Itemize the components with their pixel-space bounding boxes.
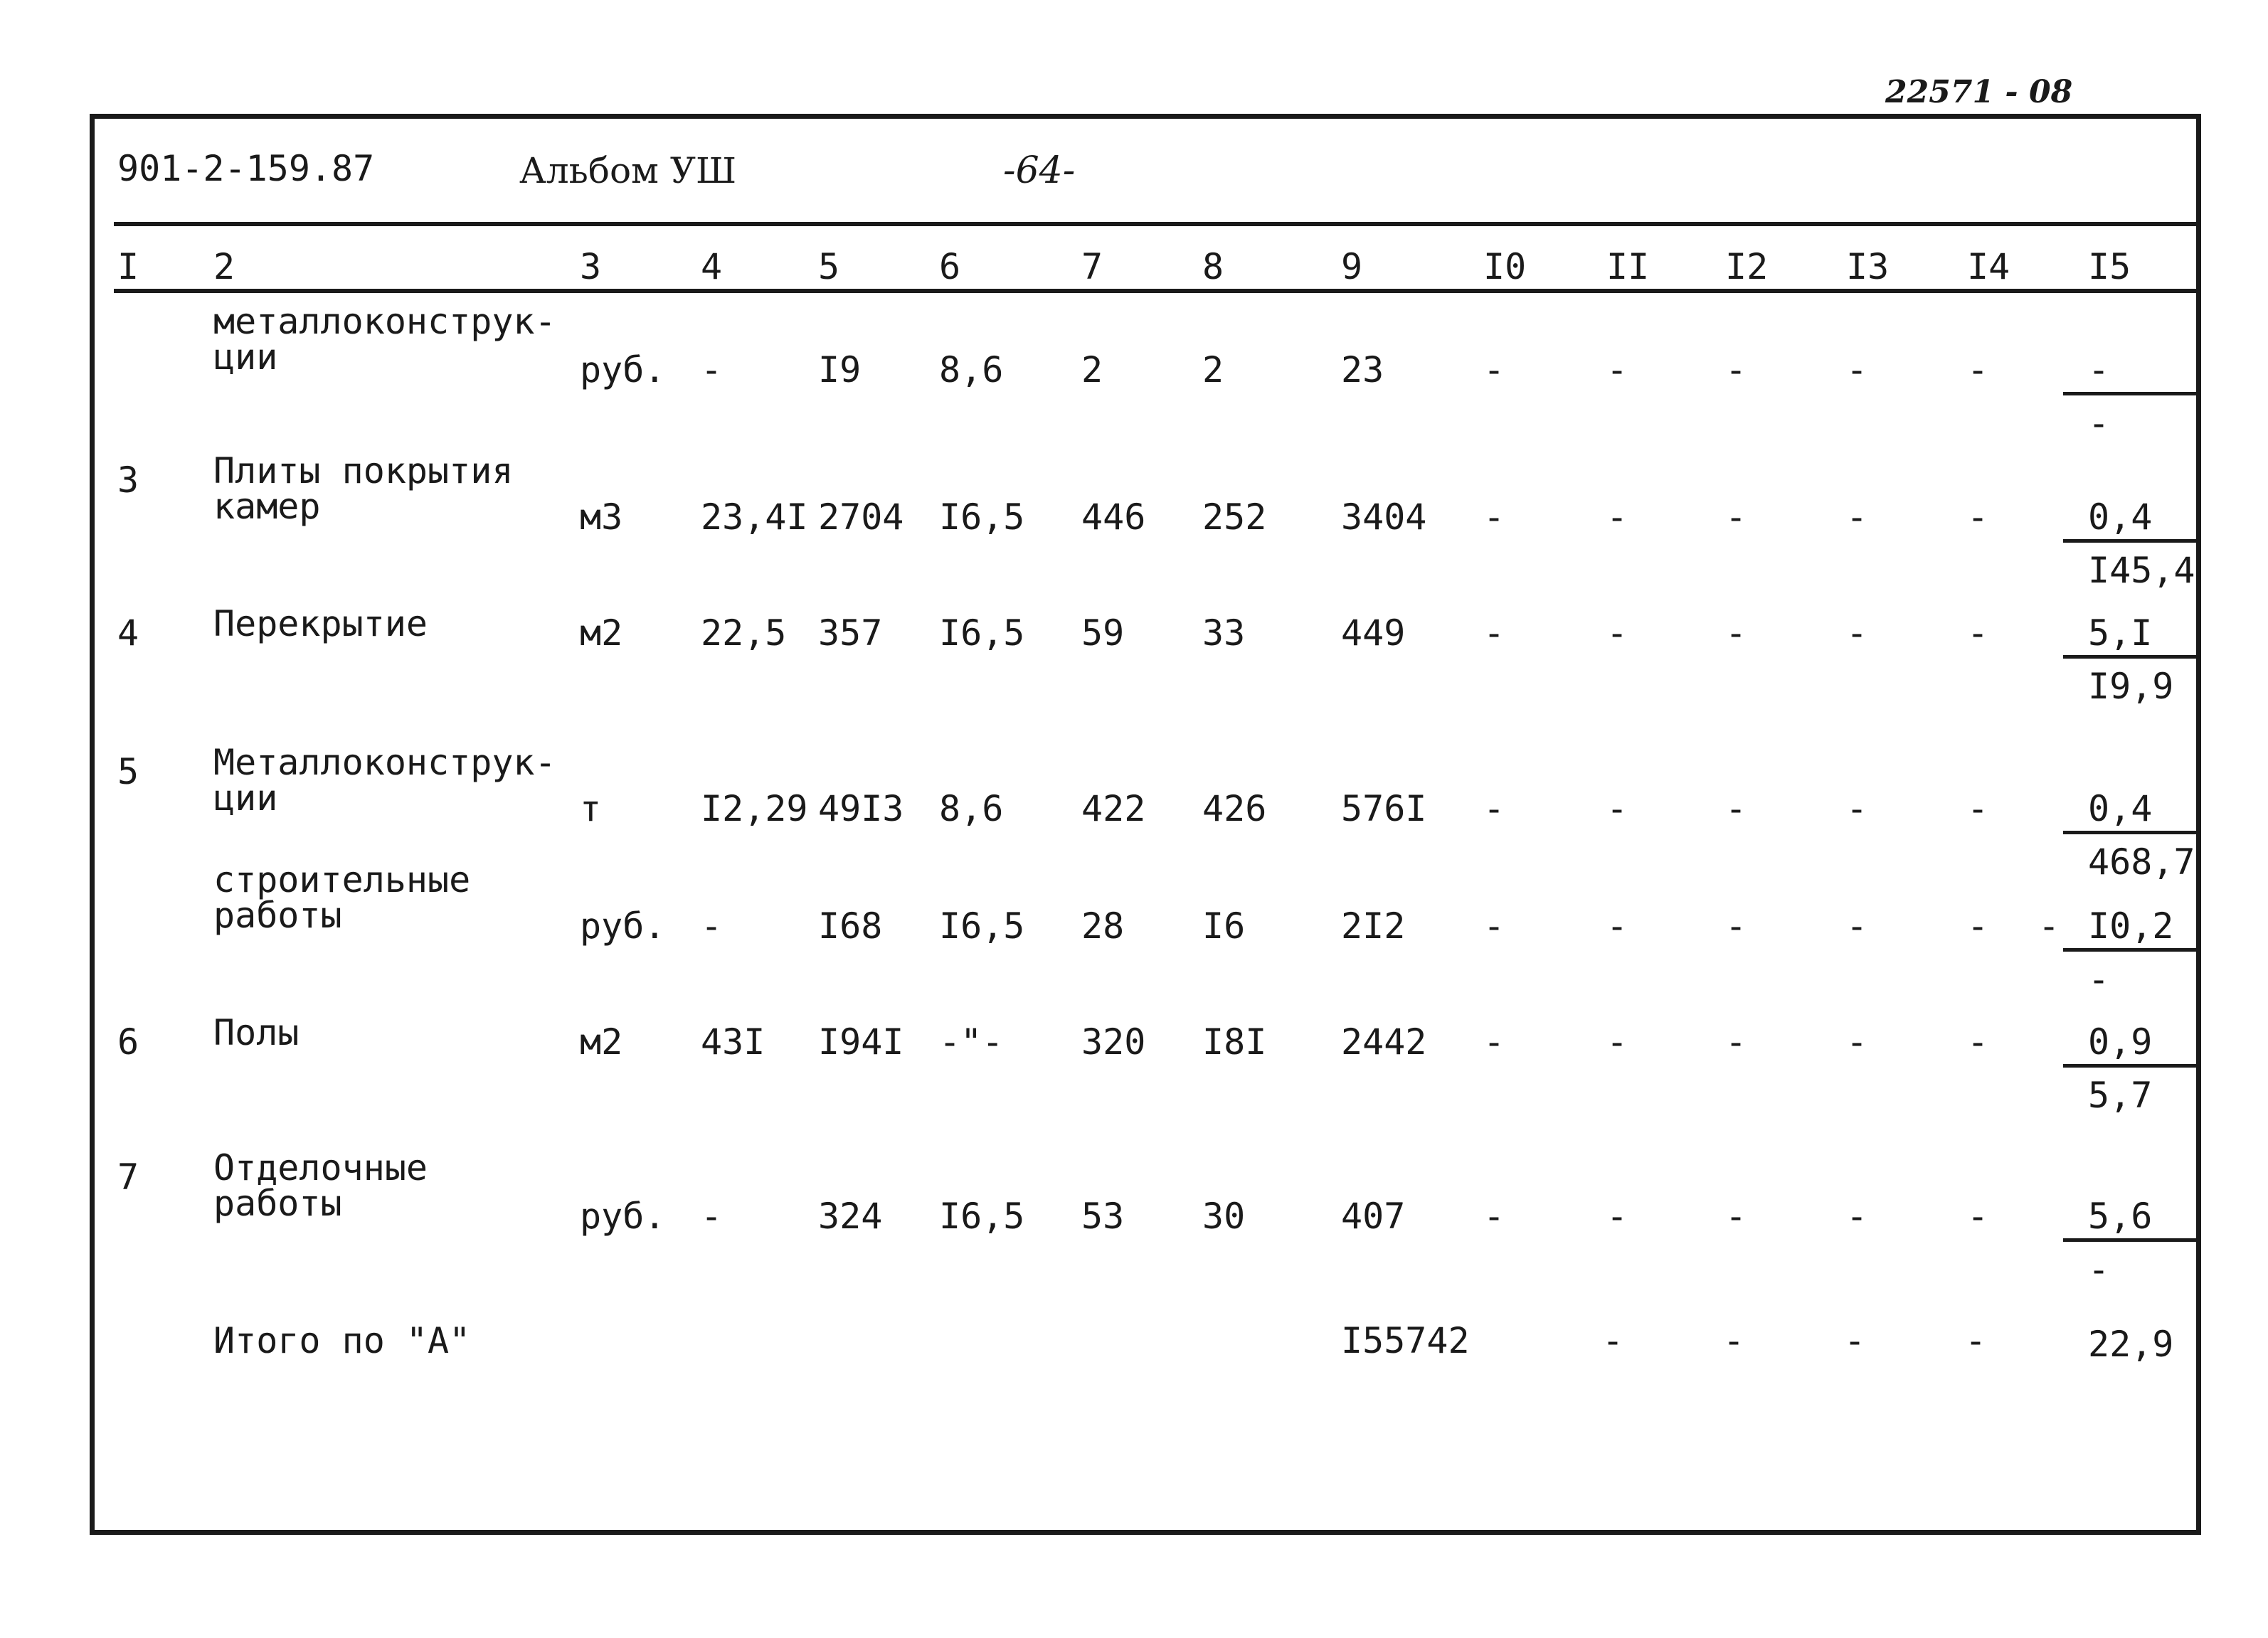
total-label: Итого по "А"	[213, 1320, 471, 1361]
row-col-10: -	[1483, 496, 1505, 538]
row-col-4: -	[701, 905, 723, 947]
row-col-10: -	[1483, 612, 1505, 654]
column-number-2: 2	[213, 246, 235, 287]
row-col-5: 324	[818, 1196, 883, 1237]
row-col-15-bottom: 5,7	[2088, 1075, 2153, 1116]
column-number-15: I5	[2088, 246, 2131, 287]
row-col-7: 59	[1081, 612, 1125, 654]
row-col-8: 2	[1202, 349, 1224, 390]
row-col-6: I6,5	[939, 612, 1025, 654]
row-col-6: I6,5	[939, 1196, 1025, 1237]
row-col-14: -	[1967, 612, 1989, 654]
row-col-5: 49I3	[818, 788, 904, 829]
row-col-15-prefix: -	[2038, 905, 2060, 947]
row-col-7: 446	[1081, 496, 1146, 538]
row-col-11: -	[1606, 1021, 1628, 1063]
row-col-14: -	[1967, 1021, 1989, 1063]
row-col-15-top: 0,9	[2088, 1021, 2153, 1063]
row-name-line1: Перекрытие	[213, 603, 428, 644]
row-col-15-top: -	[2088, 349, 2110, 390]
row-col-14: -	[1967, 788, 1989, 829]
column-number-1: I	[117, 246, 139, 287]
row-col-15-top: 5,I	[2088, 612, 2153, 654]
header-page-number: -64-	[1003, 149, 1076, 192]
row-col-15-bottom: -	[2088, 1249, 2110, 1290]
row-col-11: -	[1606, 1196, 1628, 1237]
row-col-4: 23,4I	[701, 496, 808, 538]
row-col-12: -	[1725, 496, 1747, 538]
fraction-bar	[2063, 948, 2198, 952]
row-unit: руб.	[580, 1196, 666, 1237]
row-col-11: -	[1606, 612, 1628, 654]
row-name-line1: строительные	[213, 859, 471, 900]
row-number: 6	[117, 1021, 139, 1063]
total-col-9: I55742	[1341, 1320, 1470, 1361]
column-number-7: 7	[1081, 246, 1103, 287]
column-number-14: I4	[1967, 246, 2010, 287]
row-col-5: I68	[818, 905, 883, 947]
row-col-15-top: 5,6	[2088, 1196, 2153, 1237]
row-col-11: -	[1606, 905, 1628, 947]
column-number-5: 5	[818, 246, 840, 287]
row-col-9: 3404	[1341, 496, 1427, 538]
row-col-10: -	[1483, 905, 1505, 947]
total-col-15: 22,9	[2088, 1324, 2174, 1365]
row-col-9: 2I2	[1341, 905, 1406, 947]
row-col-9: 449	[1341, 612, 1406, 654]
row-col-12: -	[1725, 905, 1747, 947]
row-col-11: -	[1606, 349, 1628, 390]
row-col-13: -	[1846, 349, 1868, 390]
row-col-15-bottom: -	[2088, 959, 2110, 1000]
row-col-15-top: I0,2	[2088, 905, 2174, 947]
row-col-12: -	[1725, 1196, 1747, 1237]
row-unit: руб.	[580, 905, 666, 947]
row-unit: м2	[580, 612, 623, 654]
fraction-bar	[2063, 1238, 2198, 1242]
row-col-14: -	[1967, 905, 1989, 947]
row-col-4: -	[701, 349, 723, 390]
row-col-15-bottom: I45,4	[2088, 550, 2195, 591]
fraction-bar	[2063, 539, 2198, 543]
row-col-15-bottom: 468,7	[2088, 841, 2195, 883]
fraction-bar	[2063, 831, 2198, 834]
row-col-9: 2442	[1341, 1021, 1427, 1063]
fraction-bar	[2063, 392, 2198, 395]
row-col-9: 23	[1341, 349, 1384, 390]
row-name-line1: Отделочные	[213, 1147, 428, 1188]
column-number-12: I2	[1725, 246, 1769, 287]
row-col-7: 2	[1081, 349, 1103, 390]
row-col-15-bottom: -	[2088, 403, 2110, 444]
column-number-8: 8	[1202, 246, 1224, 287]
row-number: 4	[117, 612, 139, 654]
column-number-13: I3	[1846, 246, 1890, 287]
row-col-10: -	[1483, 788, 1505, 829]
row-col-13: -	[1846, 496, 1868, 538]
row-col-4: I2,29	[701, 788, 808, 829]
column-number-10: I0	[1483, 246, 1527, 287]
column-number-3: 3	[580, 246, 602, 287]
row-col-6: 8,6	[939, 788, 1004, 829]
row-name-line2: камер	[213, 486, 321, 527]
row-col-7: 320	[1081, 1021, 1146, 1063]
row-col-15-top: 0,4	[2088, 496, 2153, 538]
row-unit: т	[580, 788, 602, 829]
row-name-line1: Плиты покрытия	[213, 450, 514, 491]
row-col-8: 426	[1202, 788, 1267, 829]
row-col-13: -	[1846, 1196, 1868, 1237]
row-col-14: -	[1967, 1196, 1989, 1237]
fraction-bar	[2063, 1064, 2198, 1068]
column-number-9: 9	[1341, 246, 1363, 287]
row-unit: руб.	[580, 349, 666, 390]
column-number-4: 4	[701, 246, 723, 287]
row-col-4: 22,5	[701, 612, 787, 654]
header-album: Альбом УШ	[519, 150, 737, 191]
column-number-6: 6	[939, 246, 961, 287]
document-number: 22571 - 08	[1885, 74, 2073, 110]
row-col-14: -	[1967, 496, 1989, 538]
row-col-11: -	[1606, 788, 1628, 829]
row-name-line1: Полы	[213, 1012, 300, 1053]
row-name-line2: ции	[213, 777, 278, 819]
row-number: 5	[117, 751, 139, 792]
fraction-bar	[2063, 655, 2198, 659]
row-col-8: I6	[1202, 905, 1246, 947]
row-unit: м2	[580, 1021, 623, 1063]
row-col-10: -	[1483, 1021, 1505, 1063]
row-col-5: 2704	[818, 496, 904, 538]
total-col-13: -	[1844, 1320, 1866, 1361]
row-col-15-top: 0,4	[2088, 788, 2153, 829]
row-name-line2: работы	[213, 1183, 342, 1224]
row-col-6: I6,5	[939, 905, 1025, 947]
row-col-6: -"-	[939, 1021, 1004, 1063]
rule-header-top	[114, 222, 2198, 226]
row-col-4: 43I	[701, 1021, 765, 1063]
row-name-line2: ции	[213, 336, 278, 378]
row-name-line1: Металлоконструк-	[213, 742, 556, 783]
row-col-10: -	[1483, 349, 1505, 390]
header-series: 901-2-159.87	[117, 148, 375, 189]
row-col-13: -	[1846, 612, 1868, 654]
row-col-9: 576I	[1341, 788, 1427, 829]
row-col-5: I9	[818, 349, 862, 390]
row-number: 7	[117, 1156, 139, 1198]
row-col-7: 28	[1081, 905, 1125, 947]
row-name-line2: работы	[213, 895, 342, 936]
row-col-5: 357	[818, 612, 883, 654]
column-number-11: II	[1606, 246, 1650, 287]
row-unit: м3	[580, 496, 623, 538]
total-col-11: -	[1602, 1320, 1624, 1361]
row-number: 3	[117, 459, 139, 501]
row-col-8: 30	[1202, 1196, 1246, 1237]
rule-header-bottom	[114, 289, 2198, 293]
row-col-6: 8,6	[939, 349, 1004, 390]
row-col-8: 33	[1202, 612, 1246, 654]
row-col-12: -	[1725, 349, 1747, 390]
row-col-8: 252	[1202, 496, 1267, 538]
row-col-6: I6,5	[939, 496, 1025, 538]
row-col-10: -	[1483, 1196, 1505, 1237]
row-col-9: 407	[1341, 1196, 1406, 1237]
row-col-7: 422	[1081, 788, 1146, 829]
row-col-14: -	[1967, 349, 1989, 390]
row-col-15-bottom: I9,9	[2088, 666, 2174, 707]
row-col-7: 53	[1081, 1196, 1125, 1237]
row-col-8: I8I	[1202, 1021, 1267, 1063]
row-col-12: -	[1725, 612, 1747, 654]
row-col-13: -	[1846, 905, 1868, 947]
row-col-12: -	[1725, 1021, 1747, 1063]
total-col-14: -	[1965, 1320, 1987, 1361]
row-col-4: -	[701, 1196, 723, 1237]
row-col-13: -	[1846, 788, 1868, 829]
row-name-line1: металлоконструк-	[213, 301, 556, 342]
row-col-11: -	[1606, 496, 1628, 538]
row-col-13: -	[1846, 1021, 1868, 1063]
total-col-12: -	[1723, 1320, 1745, 1361]
row-col-12: -	[1725, 788, 1747, 829]
row-col-5: I94I	[818, 1021, 904, 1063]
